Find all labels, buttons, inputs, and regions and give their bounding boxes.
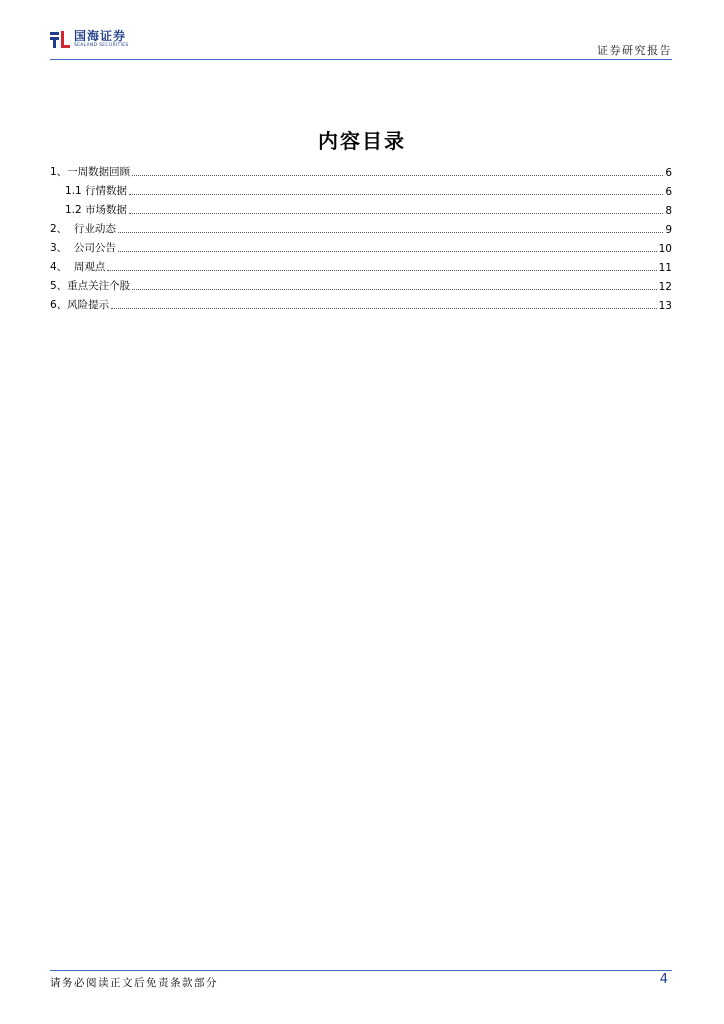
toc-entry-page: 11: [658, 262, 672, 274]
report-type-label: 证券研究报告: [597, 44, 672, 57]
toc-entry[interactable]: [50, 179, 672, 198]
sealand-logo-icon: [50, 30, 70, 50]
footer-divider: [50, 970, 672, 971]
toc-entry[interactable]: [50, 274, 672, 293]
toc-leader-dots: [129, 213, 663, 214]
table-of-contents: [50, 160, 672, 312]
toc-leader-dots: [107, 270, 656, 271]
company-logo: [50, 30, 129, 50]
toc-entry-label: 1.1 行情数据: [65, 185, 128, 197]
toc-leader-dots: [111, 308, 656, 309]
toc-entry-page: 12: [658, 281, 672, 293]
toc-entry-page: 10: [658, 243, 672, 255]
toc-leader-dots: [132, 175, 663, 176]
toc-entry-page: 8: [665, 205, 672, 217]
toc-entry-page: 6: [665, 186, 672, 198]
toc-leader-dots: [118, 251, 657, 252]
logo-chinese-name: 国海证券: [74, 29, 127, 43]
toc-entry[interactable]: [50, 160, 672, 179]
header-divider: [50, 59, 672, 60]
page-number: 4: [659, 972, 668, 987]
toc-entry-label: 4、 周观点: [50, 261, 106, 273]
toc-entry-label: 2、 行业动态: [50, 223, 116, 235]
toc-entry-page: 13: [658, 300, 672, 312]
toc-entry-label: 1、一周数据回顾: [50, 166, 131, 178]
page-header: [50, 30, 672, 58]
toc-entry-label: 6、风险提示: [50, 299, 110, 311]
toc-entry[interactable]: [50, 236, 672, 255]
toc-entry-label: 5、重点关注个股: [50, 280, 131, 292]
toc-leader-dots: [132, 289, 656, 290]
toc-entry-page: 9: [665, 224, 672, 236]
footer-disclaimer: 请务必阅读正文后免责条款部分: [50, 977, 218, 989]
toc-entry-label: 1.2 市场数据: [65, 204, 128, 216]
toc-entry[interactable]: [50, 198, 672, 217]
toc-leader-dots: [129, 194, 663, 195]
toc-entry[interactable]: [50, 255, 672, 274]
toc-entry-label: 3、 公司公告: [50, 242, 116, 254]
toc-entry[interactable]: [50, 217, 672, 236]
toc-title: 内容目录: [318, 129, 406, 153]
toc-entry[interactable]: [50, 293, 672, 312]
toc-leader-dots: [118, 232, 663, 233]
logo-english-name: SEALAND SECURITIES: [74, 43, 129, 48]
toc-entry-page: 6: [665, 167, 672, 179]
